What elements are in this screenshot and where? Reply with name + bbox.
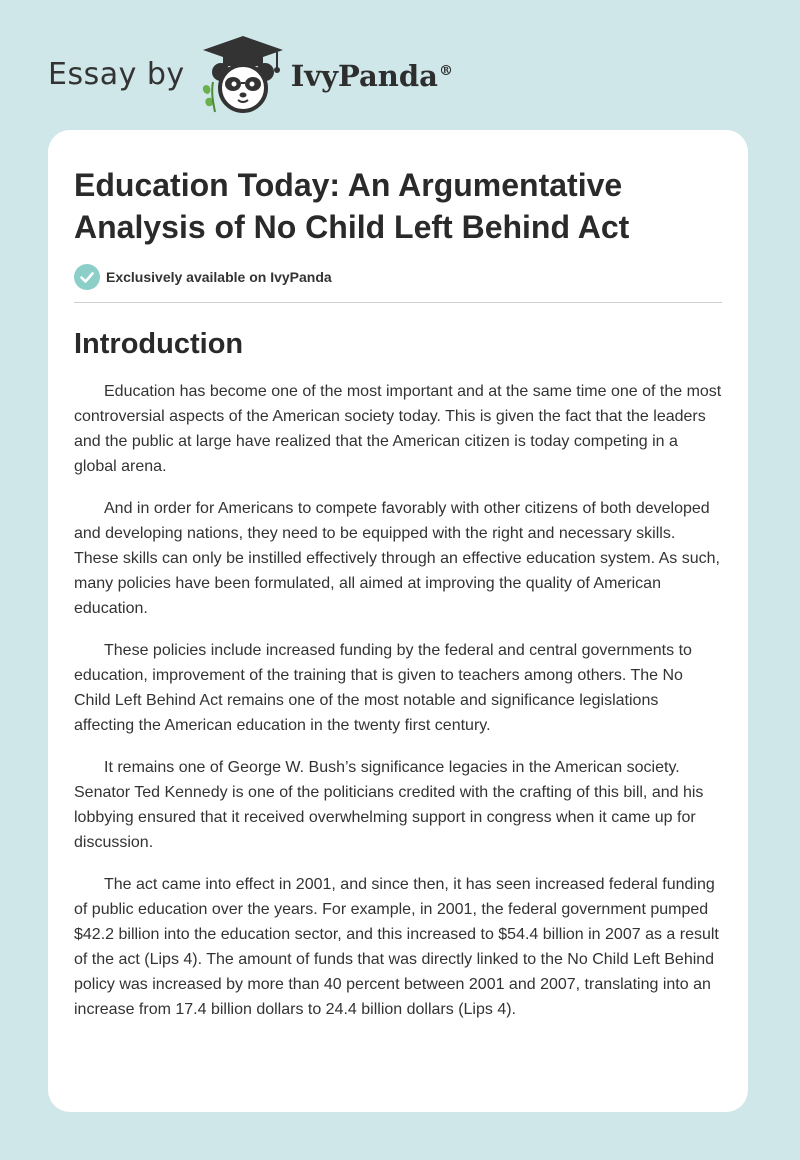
brand-header bbox=[48, 34, 453, 114]
paragraph: And in order for Americans to compete favorably with other citizens of both developed and developing nations, they need to be equipped with the right and necessary skills. These skills can only be instilled effectively through an effective education system. As such, many policies have been formulated, all aimed at improving the quality of American education. bbox=[74, 500, 720, 617]
paragraph: The act came into effect in 2001, and since then, it has seen increased federal funding of public education over the years. For example, in 2001, the federal government pumped $42.2 billion into the education sector, and this increased to $54.4 billion in 2007 as a result of the act (Lips 4). The amount of funds that was directly linked to the No Child Left Behind policy was increased by more than 40 percent between 2001 and 2007, translating into an increase from 17.4 billion dollars to 24.4 billion dollars (Lips 4). bbox=[74, 876, 719, 1018]
brand-name: IvyPanda® bbox=[290, 59, 453, 93]
exclusive-label: Exclusively available on IvyPanda bbox=[106, 269, 332, 285]
check-circle-icon bbox=[74, 264, 100, 290]
exclusive-notice bbox=[74, 264, 722, 290]
paragraph: It remains one of George W. Bush’s significance legacies in the American society. Senator Ted Kennedy is one of the politicians credited with the crafting of this bill, and his lobbying ensured that it received overwhelming support in congress when it came up for discussion. bbox=[74, 759, 704, 851]
paragraph: Education has become one of the most important and at the same time one of the most controversial aspects of the American society today. This is given the fact that the leaders and the public at large have realized that the American citizen is today competing in a global arena. bbox=[74, 383, 722, 475]
brand-prefix: Essay by bbox=[48, 56, 185, 92]
article-card bbox=[48, 130, 748, 1112]
section-heading: Introduction bbox=[74, 328, 244, 360]
article-body bbox=[74, 379, 722, 1022]
panda-graduate-icon[interactable] bbox=[199, 34, 287, 114]
divider bbox=[74, 302, 722, 303]
article-title: Education Today: An Argumentative Analysis of No Child Left Behind Act bbox=[74, 167, 630, 245]
paragraph: These policies include increased funding by the federal and central governments to education, improvement of the training that is given to teachers among others. The No Child Left Behind Act remains one of the most notable and significance legislations affecting the American education in the twenty first century. bbox=[74, 642, 692, 734]
